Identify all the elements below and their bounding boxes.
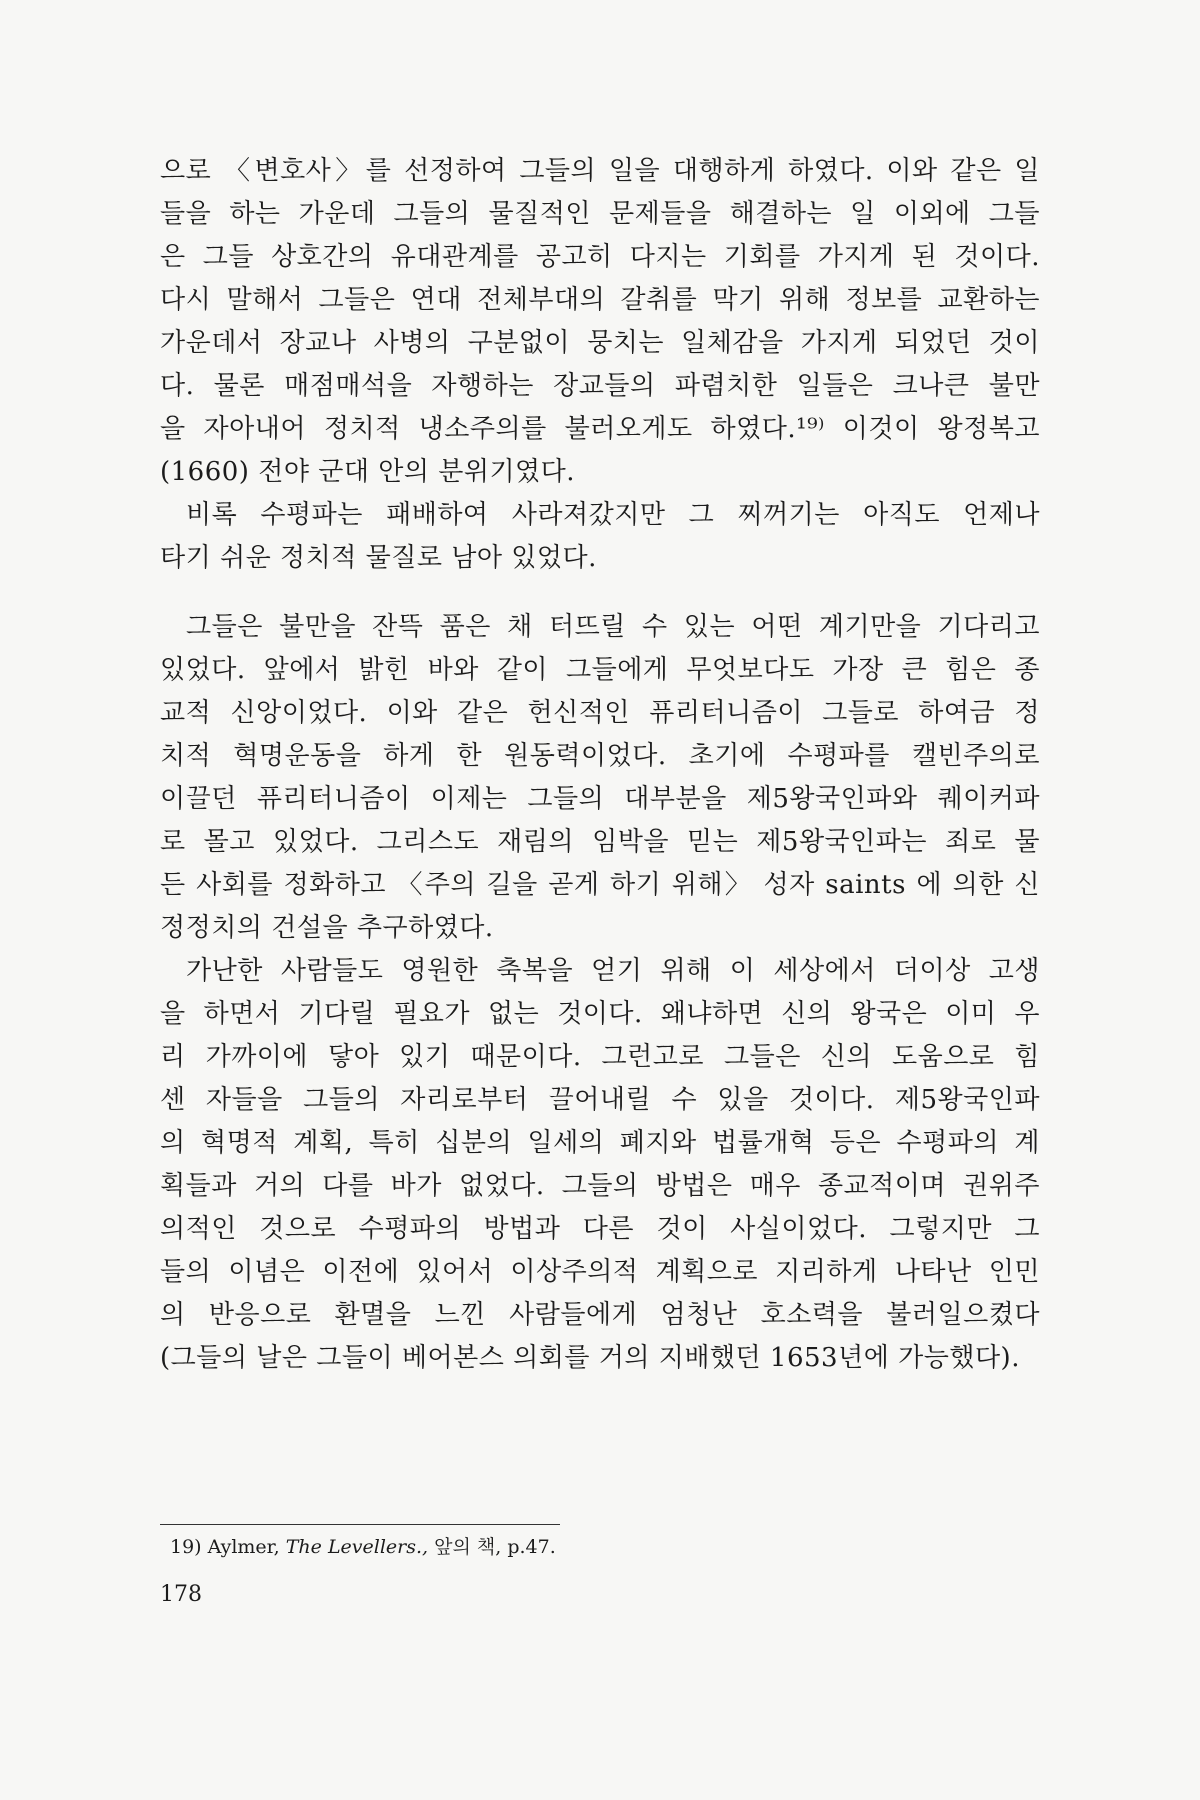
text-line: 리 가까이에 닿아 있기 때문이다. 그런고로 그들은 신의 도움으로 힘: [160, 1042, 1040, 1072]
paragraph-4: [160, 950, 1040, 1380]
text-line: 의 반응으로 환멸을 느낀 사람들에게 엄청난 호소력을 불러일으켰다: [160, 1300, 1040, 1330]
body-text: [160, 150, 1040, 1380]
footnote-number: 19): [170, 1536, 202, 1558]
text-line: 획들과 거의 다를 바가 없었다. 그들의 방법은 매우 종교적이며 권위주: [160, 1171, 1040, 1201]
text-line: 있었다. 앞에서 밝힌 바와 같이 그들에게 무엇보다도 가장 큰 힘은 종: [160, 655, 1040, 685]
footnote-title: The Levellers.,: [285, 1536, 429, 1558]
text-line: 으로 〈변호사〉를 선정하여 그들의 일을 대행하게 하였다. 이와 같은 일: [160, 156, 1040, 186]
text-line: 의적인 것으로 수평파의 방법과 다른 것이 사실이었다. 그렇지만 그: [160, 1214, 1040, 1244]
text-line: 로 몰고 있었다. 그리스도 재림의 임박을 믿는 제5왕국인파는 죄로 물: [160, 827, 1040, 857]
text-line: 정정치의 건설을 추구하였다.: [160, 913, 494, 943]
text-line: 치적 혁명운동을 하게 한 원동력이었다. 초기에 수평파를 캘빈주의로: [160, 741, 1040, 771]
text-line: 든 사회를 정화하고 〈주의 길을 곧게 하기 위해〉 성자 saints 에 의한 신: [160, 870, 1040, 900]
text-line: 가운데서 장교나 사병의 구분없이 뭉치는 일체감을 가지게 되었던 것이: [160, 328, 1040, 358]
text-line: 가난한 사람들도 영원한 축복을 얻기 위해 이 세상에서 더이상 고생: [186, 956, 1040, 986]
paragraph-1: [160, 150, 1040, 494]
text-line: (그들의 날은 그들이 베어본스 의회를 거의 지배했던 1653년에 가능했다).: [160, 1343, 1020, 1373]
footnote-divider: [160, 1524, 560, 1525]
text-line: 들을 하는 가운데 그들의 물질적인 문제들을 해결하는 일 이외에 그들: [160, 199, 1040, 229]
text-line: 들의 이념은 이전에 있어서 이상주의적 계획으로 지리하게 나타난 인민: [160, 1257, 1040, 1287]
footnote-reference: 앞의 책, p.47.: [434, 1536, 556, 1558]
text-line: 을 하면서 기다릴 필요가 없는 것이다. 왜냐하면 신의 왕국은 이미 우: [160, 999, 1040, 1029]
paragraph-gap: [160, 580, 1040, 606]
text-line: 타기 쉬운 정치적 물질로 남아 있었다.: [160, 543, 597, 573]
page-number: 178: [160, 1582, 202, 1607]
text-line: 이끌던 퓨리터니즘이 이제는 그들의 대부분을 제5왕국인파와 퀘이커파: [160, 784, 1040, 814]
paragraph-2: [160, 494, 1040, 580]
paragraph-3: [160, 606, 1040, 950]
text-line: 교적 신앙이었다. 이와 같은 헌신적인 퓨리터니즘이 그들로 하여금 정: [160, 698, 1040, 728]
text-line: 을 자아내어 정치적 냉소주의를 불러오게도 하였다.¹⁹⁾ 이것이 왕정복고: [160, 414, 1040, 444]
text-line: 센 자들을 그들의 자리로부터 끌어내릴 수 있을 것이다. 제5왕국인파: [160, 1085, 1040, 1115]
text-line: 의 혁명적 계획, 특히 십분의 일세의 폐지와 법률개혁 등은 수평파의 계: [160, 1128, 1040, 1158]
footnote: [170, 1532, 556, 1562]
footnote-author: Aylmer,: [207, 1536, 280, 1558]
text-line: (1660) 전야 군대 안의 분위기였다.: [160, 457, 576, 487]
text-line: 은 그들 상호간의 유대관계를 공고히 다지는 기회를 가지게 된 것이다.: [160, 242, 1040, 272]
text-line: 비록 수평파는 패배하여 사라져갔지만 그 찌꺼기는 아직도 언제나: [186, 500, 1040, 530]
text-line: 다시 말해서 그들은 연대 전체부대의 갈취를 막기 위해 정보를 교환하는: [160, 285, 1040, 315]
text-line: 다. 물론 매점매석을 자행하는 장교들의 파렴치한 일들은 크나큰 불만: [160, 371, 1040, 401]
text-line: 그들은 불만을 잔뜩 품은 채 터뜨릴 수 있는 어떤 계기만을 기다리고: [186, 612, 1040, 642]
